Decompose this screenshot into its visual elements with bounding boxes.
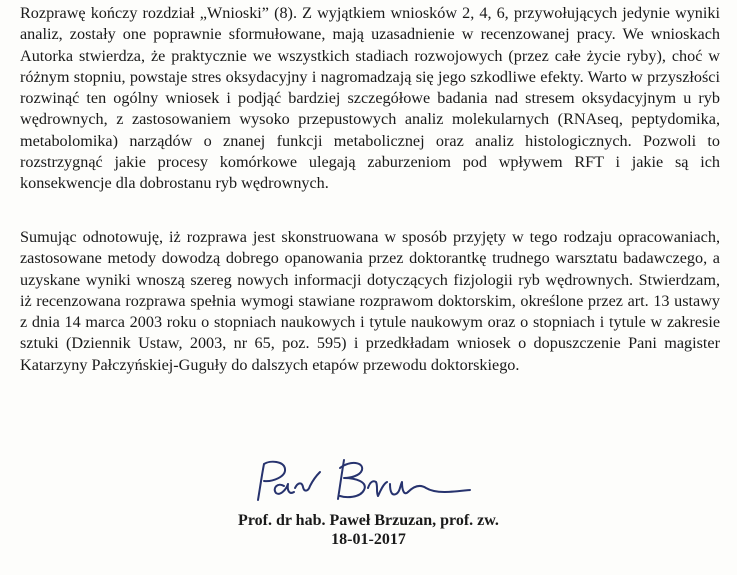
conclusion-paragraph: Rozprawę kończy rozdział „Wnioski” (8). Z wyjątkiem wniosków 2, 4, 6, przywołujących jedynie wyniki analiz, zostały one poprawnie sformułowane, mają uzasadnienie w recenzowanej pracy. We wnioskach Autorka stwierdza, że praktycznie we wszystkich stadiach rozwojowych (przez całe życie ryby), choć w różnym stopniu, powstaje stres oksydacyjny i nagromadzają się jego szkodliwe efekty. Warto w przyszłości rozwinąć ten ogólny wniosek i podjąć bardziej szczegółowe badania nad stresem oksydacyjnym u ryb wędrownych, z zastosowaniem wysoko przepustowych analiz molekularnych (RNAseq, peptydomika, metabolomika) narządów o znanej funkcji metabolicznej oraz analiz histologicznych. Pozwoli to rozstrzygnąć jakie procesy komórkowe ulegają zaburzeniom pod wpływem RFT i jakie są ich konsekwencje dla dobrostanu ryb wędrownych. xyxy=(20,4,720,193)
signature-date-text: 18-01-2017 xyxy=(331,531,406,548)
handwritten-signature xyxy=(240,452,480,512)
signature-date xyxy=(0,530,737,550)
signatory-name xyxy=(0,511,737,531)
summary-paragraph: Sumując odnotowuję, iż rozprawa jest skonstruowana w sposób przyjęty w tego rodzaju opracowaniach, zastosowane metody dowodzą dobrego opanowania przez doktorantkę trudnego warsztatu badawczego, a uzyskane wyniki wnoszą szereg nowych informacji dotyczących fizjologii ryb wędrownych. Stwierdzam, iż recenzowana rozprawa spełnia wymogi stawiane rozprawom doktorskim, określone przez art. 13 ustawy z dnia 14 marca 2003 roku o stopniach naukowych i tytule naukowym oraz o stopniach i tytule w zakresie sztuki (Dziennik Ustaw, 2003, nr 65, poz. 595) i przedkładam wniosek o dopuszczenie Pani magister Katarzyny Pałczyńskiej-Guguły do dalszych etapów przewodu doktorskiego. xyxy=(20,228,720,374)
signatory-name-text: Prof. dr hab. Paweł Brzuzan, prof. zw. xyxy=(238,512,499,529)
